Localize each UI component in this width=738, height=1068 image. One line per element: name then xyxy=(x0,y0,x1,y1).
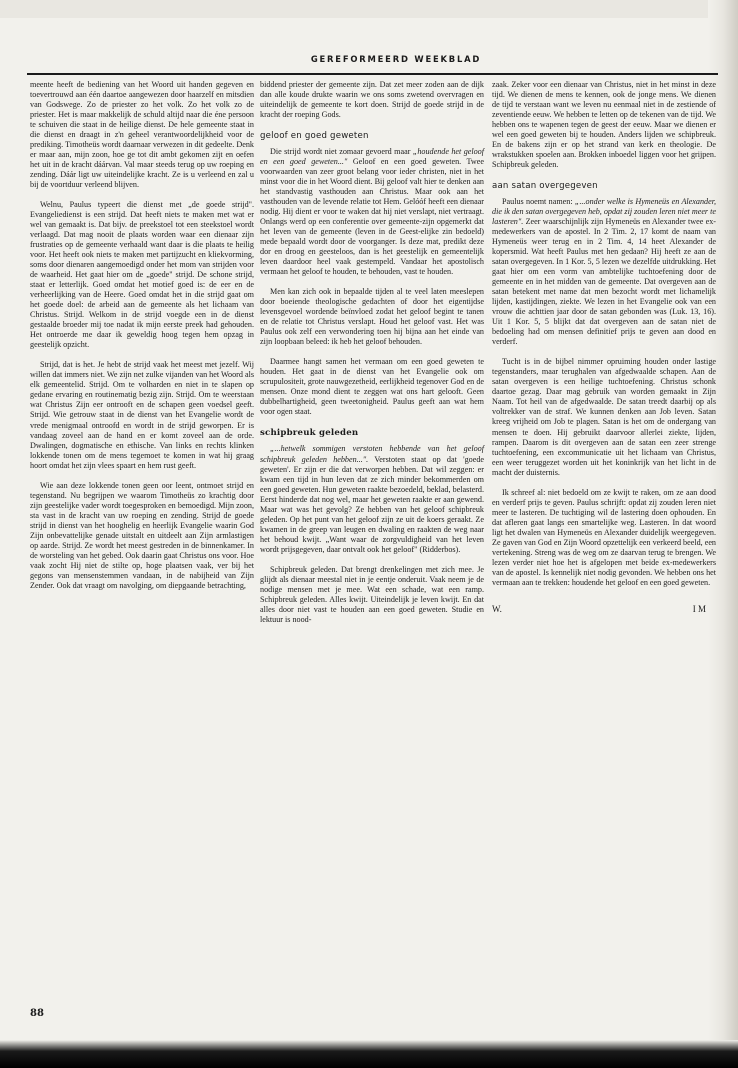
paragraph: Tucht is in de bijbel nimmer opruiming houden onder lastige tegenstanders, maar terughalen van afgedwaalde schapen. Aan de satan overgeven is een heilige tuchtoefening. Christus schonk daartoe gezag. Daar mag gebruik van worden gemaakt in Zijn Naam. Tot heil van de afgedwaalde. De satan treedt daarbij op als voltrekker van de straf. We kunnen denken aan Job leven. Satan kreeg vrijheid om Job te plagen. Satan is het om de ondergang van mensen te doen. Hij gebruikt daarvoor allerlei ziekte, lijden, rampen. Daarom is dit overgeven aan de satan een zeer strenge tuchtoefening, een excommunicatie uit het lichaam van Christus, een weer teruggezet worden uit het koninkrijk van het licht in de macht der duisternis. xyxy=(492,357,716,477)
section-heading: geloof en goed geweten xyxy=(260,131,369,142)
section-heading: aan satan overgegeven xyxy=(492,181,598,192)
quote-run: „...onder welke is Hymeneüs en Alexander, die ik den satan overgegeven heb, opdat zij zouden leren niet meer te lasteren". xyxy=(492,197,716,227)
paragraph: Men kan zich ook in bepaalde tijden al te veel laten meeslepen door boeiende theologische gedachten of door het eigentijdse levensgevoel wordende beïnvloed zodat het geloof begint te tanen en de relatie tot Christus verslapt. Houd het geloof vast. Het was Paulus ook zelf een verwondering toen hij bijna aan het einde van zijn loopbaan beleed: ik heb het geloof behouden. xyxy=(260,287,484,347)
text-run: Zeer waarschijnlijk zijn Hymeneüs en Alexander twee ex-medewerkers van de apostel. In 2 Tim. 2, 17 komt de naam van Hymeneüs weer terug en in 2 Tim. 4, 14 heet Alexander de kopersmid. Wat heeft Paulus met hen gedaan? Hij heeft ze aan de satan overgegeven. In 1 Kor. 5, 5 lezen we dezelfde uitdrukking. Het gaat hier om een vorm van ambtelijke tuchtoefening door de gemeente en in het midden van de gemeente. Dat overgeven aan de satan betekent met name dat men bezocht wordt met lichamelijk lijden, kastijdingen, ziekte. We lezen in het Evangelie ook van een vrouw die achttien jaar door de satan gebonden was (Luk. 13, 16). Uit 1 Kor. 5, 5 blijkt dat dat overgeven aan de satan niet de bedoeling had om mensen definitief prijs te geven aan dood en verderf. xyxy=(492,217,716,347)
column-3 xyxy=(492,80,716,614)
paragraph: Wie aan deze lokkende tonen geen oor leent, ontmoet strijd en tegenstand. Nu begrijpen we waarom Timotheüs zo krachtig door zijn geestelijke vader wordt toegesproken en bemoedigd. Mijn zoon, sta vast in de kracht van uw roeping en zending. Strijd de goede strijd in dienst van het hooghelig en heerlijk Evangelie waarin God Zijn onbevattelijke genade uitstalt en uitdeelt aan Zijn armlastigen op aarde. Strijd. Ze wordt het meest gestreden in de binnenkamer. In de worsteling van het gebed. Ook daarin gaat Christus ons voor. Hoe vaak zocht Hij niet de stilte op, hoge plaatsen vaak, ver bij het gegons van mensenstemmen vandaan, in de nabijheid van Zijn Zender. Ook dat vraagt om navolging, om diepgaande betrachting, xyxy=(30,480,254,590)
text-run: Geloof en een goed geweten. Twee voorwaarden van zeer groot belang voor ieder christen, niet in het minst voor die in het Woord dient. Bij geloof valt hier te denken aan het standvastig vasthouden aan Christus. Maar ook aan het vasthouden van de levende relatie tot Hem. Gelóóf heeft een dienaar nodig. Hij dient er voor te waken dat hij niet verslapt, niet vertraagt. Onlangs werd op een conferentie over gemeente-zijn opgemerkt dat het leven van de gemeente (leven in de Geest-elijke zin bedoeld) mede bepaald wordt door de voorganger. Is deze mat, predikt deze dor en droog en geesteloos, dan is het geestelijk en gemeentelijk leven daardoor heel vaak gestempeld. Vandaar het apostolisch vermaan het geloof te houden, te behouden, vast te houden. xyxy=(260,157,484,277)
section-heading: schipbreuk geleden xyxy=(260,428,359,439)
signature xyxy=(492,604,716,614)
paragraph: Daarmee hangt samen het vermaan om een goed geweten te houden. Het gaat in de dienst van het Evangelie ook om scrupulositeit, grote nauwgezetheid, eerlijkheid tegenover God en de mensen. Onze mond dient te zeggen wat ons hart gelooft. Geen dubbelhartigheid, geen tweetonigheid. Paulus geeft aan wat hem voor ogen staat. xyxy=(260,357,484,417)
paragraph: Welnu, Paulus typeert die dienst met „de goede strijd". Evangeliedienst is een strijd. Dat heeft niets te maken met wat er wel van gemaakt is. Dat bijv. de preekstoel tot een steekstoel wordt verlaagd. Dat mag nooit de plaats worden waar een dienaar zijn frustraties op de gemeente verhaald want daar is die plaats te heilig voor. Het heeft ook niets te maken met partijzucht en kliekvorming, soms door dienaren aangemoedigd onder het mom van strijden voor de waarheid. Het gaat hier om de „goede" strijd. De schone strijd, staat er letterlijk. Goed omdat het motief goed is: de eer en de verheerlijking van de Heere. Goed omdat het in die strijd gaat om het goede doel: de arbeid aan de gemeente als het lichaam van Christus. Strijd. Welkom in de strijd voegde een in de dienst gestaalde broeder mij toe nadat ik mijn eerste preek had gehouden. Het ontroerde me daar ik geweldig hoog tegen hem opzag in geestelijk opzicht. xyxy=(30,200,254,350)
paragraph xyxy=(260,147,484,277)
running-header: GEREFORMEERD WEEKBLAD xyxy=(310,54,482,64)
scan-top-margin xyxy=(0,0,738,18)
paragraph: Strijd, dat is het. Je hebt de strijd vaak het meest met jezelf. Wij willen dat immers niet. We zijn net zulke vijanden van het Woord als elk gemeentelid. Strijd. Om te volharden en niet in te slapen op gedane ervaring en routinematig bezig zijn. Strijd. Om te weerstaan wat Christus Zijn eer ontrooft en de schapen geen voedsel geeft. Strijd. Wie getrouw staat in de dienst van het Evangelie wordt de vrede menigmaal ontroofd en wordt in de strijd geworpen. Er is vandaag zoveel aan de hand en er komt zoveel aan de orde. Dwalingen, dogmatische en ethische. Van links en rechts klinken lokkende tonen om de mens tegemoet te komen in wat hij graag hoort omdat het zijn vlees spaart en hem rust geeft. xyxy=(30,360,254,470)
header-rule xyxy=(27,73,718,75)
page-number: 88 xyxy=(30,1008,44,1019)
paragraph: meente heeft de bediening van het Woord uit handen gegeven en toevertrouwd aan één daartoe aangewezen door haarzelf en mitsdien van Godswege. Zo de priester zo het volk. Zo het volk zo de priester. Het is maar makkelijk de schuld altijd naar die éne persoon te schuiven die staat in de heilige dienst. De hele gemeente staat in die dienst en draagt in z'n geheel verantwoordelijkheid voor de prediking. Timotheüs wordt daarnaar verwezen in dit gedeelte. Denk er maar aan, mijn zoon, hoe ge tot dit ambt gekomen zijt en oefen het uit in de kracht dáárvan. Val maar steeds terug op uw roeping en zending. Dáár ligt uw uiteindelijke kracht. Ze is u verleend en zal u bij de voortduur verleend blijven. xyxy=(30,80,254,190)
quote-run: „...hetwelk sommigen verstoten hebbende van het geloof schipbreuk geleden hebben...". xyxy=(260,444,484,464)
column-2 xyxy=(260,80,484,625)
paragraph xyxy=(492,197,716,347)
paragraph: biddend priester der gemeente zijn. Dat zet meer zoden aan de dijk dan alle koude drukte waarin we ons soms zwetend overvragen en uiteindelijk de gemeente te kort doen. Strijd de goede strijd in de kracht der roeping Gods. xyxy=(260,80,484,120)
paragraph: zaak. Zeker voor een dienaar van Christus, niet in het minst in deze tijd. We dienen de mens te kennen, ook de jonge mens. We dienen de tijd te verstaan want we leven nu eenmaal niet in de zestiende of zeventiende eeuw. We hebben te letten op de tekenen van de tijd. We hebben ons te wapenen tegen de geest der eeuw. Maar we dienen er wel een goed geweten bij te houden. Anders lijden we schipbreuk. En de bakens zijn er op het strand van kerk en theologie. De wrakstukken spoelen aan. Brokken inboedel liggen voor het grijpen. Schipbreuk geleden. xyxy=(492,80,716,170)
signature-right: I M xyxy=(692,603,706,614)
text-run: Die strijd wordt niet zomaar gevoerd maar xyxy=(270,147,413,157)
paragraph xyxy=(260,444,484,554)
column-1 xyxy=(30,80,254,591)
text-run: Paulus noemt namen: xyxy=(502,197,575,207)
paragraph: Schipbreuk geleden. Dat brengt drenkelingen met zich mee. Je glijdt als dienaar meestal niet in je eentje onderuit. Vaak neem je de nodige mensen met je mee. Wat een schade, wat een ramp. Schipbreuk geleden. Alles kwijt. Uiteindelijk je leven kwijt. En dat alles door niet vast te houden aan een goed geweten. Studie en lektuur is nood- xyxy=(260,564,484,624)
paragraph: Ik schreef al: niet bedoeld om ze kwijt te raken, om ze aan dood en verderf prijs te geven. Paulus schrijft: opdat zij zouden leren niet meer te lasteren. De tuchtiging wil de lastering doen ophouden. En dat afleren gaat langs een smartelijke weg. Lasteren. In dat woord ligt het dwalen van Hymeneüs en Alexander duidelijk weergegeven. Ze gaven van God en Zijn Woord opzettelijk een verkeerd beeld, een vertekening. Streng was de weg om ze daarvan terug te brengen. We lezen verder niet hoe het is afgelopen met beide ex-medewerkers van de apostel. Is kennelijk niet nodig gevonden. We hebben ons het vermaan aan te trekken: houdende het geloof en een goed geweten. xyxy=(492,487,716,587)
signature-left: W. xyxy=(492,603,502,614)
quote-run: „houdende het geloof en een goed geweten..." xyxy=(260,147,485,167)
page-edge-bottom xyxy=(0,1040,738,1068)
text-run: Verstoten staat op dat 'goede geweten'. Er zijn er die dat verworpen hebben. Dat wil zeggen: er kwam een tijd in hun leven dat ze zich minder bekommerden om een goed geweten. Hun geweten raakte bezoedeld, beklad, belasterd. Eerst hinderde dat nog wel, maar het geweten raakte er aan gewend. Maar wat was het gevolg? Ze hebben van het geloof schipbreuk geleden. Op het punt van het geloof zijn ze uit de koers geraakt. Ze kwamen in de greep van leugen en dwaling en raakten de weg naar het behoud kwijt. „Want waar de zorgvuldigheid van het leven wordt prijsgegeven, daar ontvalt ook het geloof" (Ridderbos). xyxy=(260,454,484,554)
